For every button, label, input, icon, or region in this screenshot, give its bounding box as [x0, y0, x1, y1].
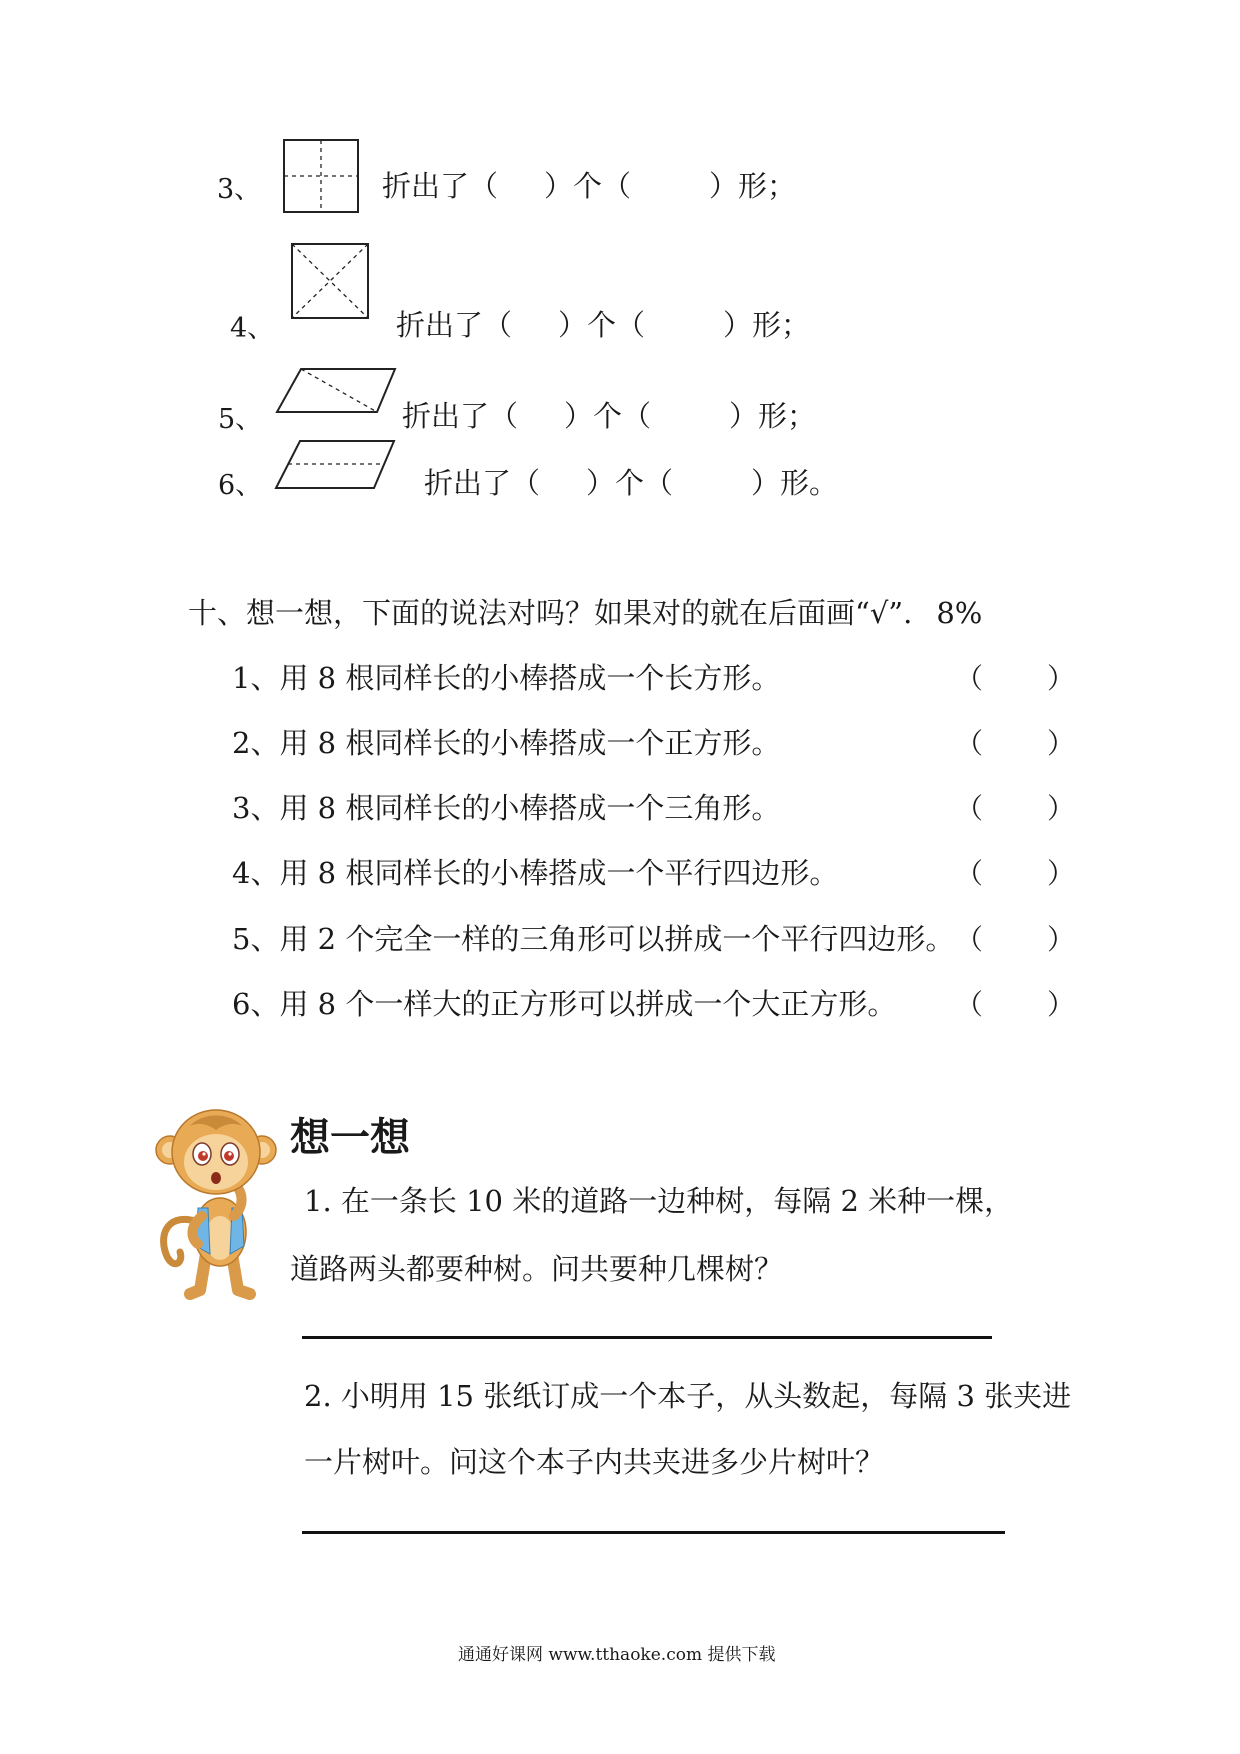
answer-blank[interactable]: （ ） [955, 662, 1076, 695]
fold-text-b: ）个（ [558, 308, 646, 342]
statement-text: 4、用 8 根同样长的小棒搭成一个平行四边形。 [232, 856, 839, 890]
footer-credit: 通通好课网 www.tthaoke.com 提供下载 [458, 1645, 776, 1665]
fold-text-c: ）形； [729, 399, 817, 433]
question-2-line-1: 2. 小明用 15 张纸订成一个本子，从头数起，每隔 3 张夹进 [304, 1379, 1072, 1413]
fold-text-c: ）形。 [751, 466, 839, 500]
fold-question [424, 461, 838, 502]
fold-text-c: ）形； [709, 169, 797, 203]
fold-text-c: ）形； [723, 308, 811, 342]
answer-blank[interactable]: （ ） [955, 857, 1076, 890]
statement-text: 2、用 8 根同样长的小棒搭成一个正方形。 [232, 726, 781, 760]
fold-text-a: 折出了（ [424, 466, 541, 500]
fold-question [402, 394, 816, 435]
answer-line-1[interactable] [302, 1336, 992, 1339]
fold-text-b: ）个（ [564, 399, 652, 433]
section-title-text: 十、想一想，下面的说法对吗？如果对的就在后面画“√”. [188, 596, 913, 630]
parallelogram-midline-fold-icon [274, 438, 398, 492]
statement-text: 3、用 8 根同样长的小棒搭成一个三角形。 [232, 791, 781, 825]
fold-text-a: 折出了（ [396, 308, 513, 342]
statement-text: 5、用 2 个完全一样的三角形可以拼成一个平行四边形。 [232, 922, 955, 956]
fold-question [382, 164, 796, 205]
question-1-line-2: 道路两头都要种树。问共要种几棵树？ [290, 1252, 784, 1286]
answer-blank[interactable]: （ ） [955, 923, 1076, 956]
item-number: 5、 [218, 404, 263, 435]
section-10-title [188, 591, 982, 632]
think-title: 想一想 [290, 1115, 410, 1161]
statement-text: 6、用 8 个一样大的正方形可以拼成一个大正方形。 [232, 987, 897, 1021]
parallelogram-diagonal-fold-icon [275, 366, 399, 416]
square-diagonals-fold-icon [290, 242, 372, 322]
answer-blank[interactable]: （ ） [955, 727, 1076, 760]
answer-line-2[interactable] [302, 1531, 1005, 1534]
item-number: 4、 [230, 313, 275, 344]
monkey-icon [150, 1104, 280, 1300]
answer-blank[interactable]: （ ） [955, 988, 1076, 1021]
question-1-line-1: 1. 在一条长 10 米的道路一边种树，每隔 2 米种一棵， [304, 1184, 1014, 1218]
fold-text-a: 折出了（ [382, 169, 499, 203]
question-2-line-2: 一片树叶。问这个本子内共夹进多少片树叶？ [304, 1445, 885, 1479]
square-cross-fold-icon [282, 138, 362, 216]
section-score: 8% [936, 596, 983, 630]
statement-text: 1、用 8 根同样长的小棒搭成一个长方形。 [232, 661, 781, 695]
answer-blank[interactable]: （ ） [955, 792, 1076, 825]
fold-text-b: ）个（ [544, 169, 632, 203]
fold-text-b: ）个（ [586, 466, 674, 500]
item-number: 3、 [217, 174, 262, 205]
fold-text-a: 折出了（ [402, 399, 519, 433]
item-number: 6、 [218, 470, 263, 501]
fold-question [396, 303, 810, 344]
